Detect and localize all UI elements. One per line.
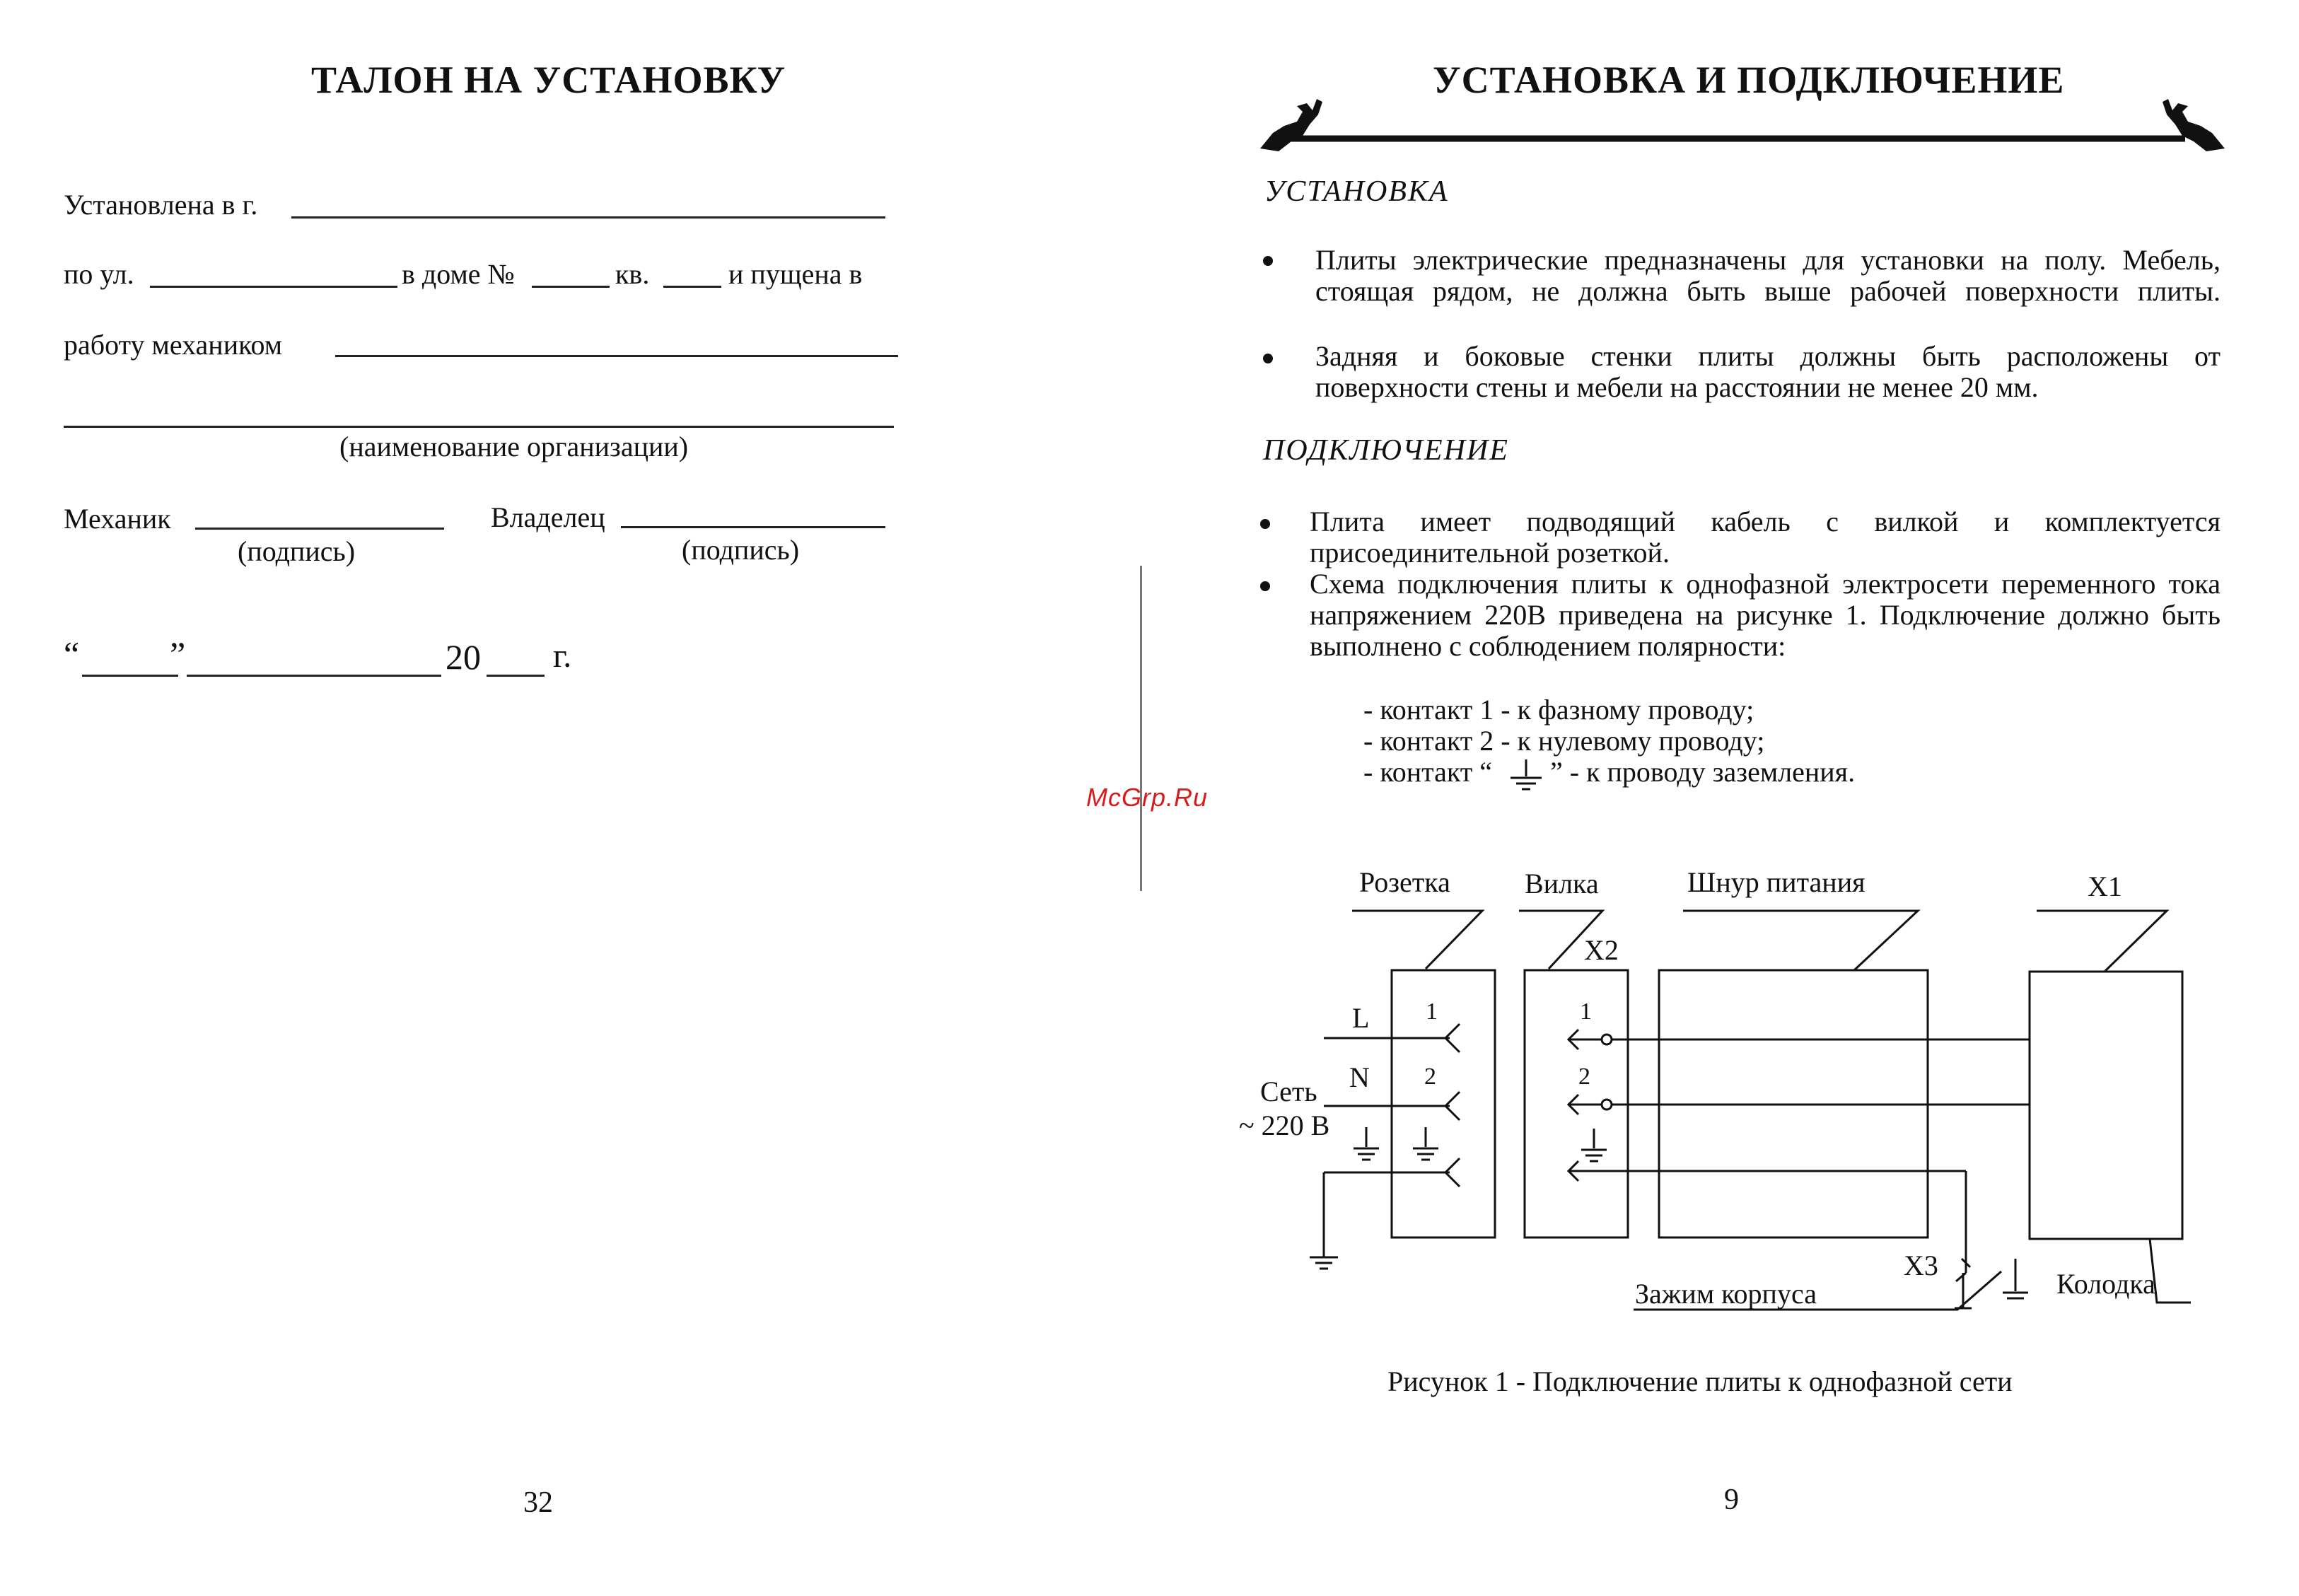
right-page-number: 9 [1724, 1484, 1739, 1516]
mechanic-label: Механик [64, 503, 171, 535]
house-label: в доме № [402, 258, 515, 290]
label-socket: Розетка [1359, 866, 1450, 898]
label-plug-contact-2: 2 [1578, 1064, 1590, 1090]
apartment-field[interactable] [663, 286, 721, 288]
cord-box [1659, 970, 1928, 1237]
socket-box [1392, 970, 1495, 1237]
section-installation-heading: УСТАНОВКА [1264, 175, 1449, 208]
label-clamp: Зажим корпуса [1635, 1278, 1817, 1310]
ground-icon-x3 [1955, 1273, 1972, 1308]
block-leader [2150, 1239, 2191, 1303]
label-L: L [1352, 1002, 1370, 1034]
installation-text-1: Плиты электрические предназначены для установки на полу. Мебель, стоящая рядом, не должна быть выше рабочей поверхности плиты. [1315, 244, 2221, 307]
day-field[interactable] [82, 675, 178, 677]
year-prefix: 20 [446, 637, 481, 677]
bullet-1 [1263, 256, 1273, 266]
mechanic-signature-field[interactable] [195, 528, 444, 530]
contact-2-line: - контакт 2 - к нулевому проводу; [1363, 725, 1765, 757]
bullet-4 [1260, 581, 1270, 591]
label-x1: X1 [2088, 870, 2122, 902]
month-field[interactable] [187, 675, 441, 677]
plug-box [1525, 970, 1628, 1237]
contact-3-line-end: ” - к проводу заземления. [1550, 756, 1856, 788]
signature-caption-1: (подпись) [238, 535, 356, 567]
left-page-number: 32 [523, 1486, 553, 1519]
house-field[interactable] [532, 286, 610, 288]
contact-3-line-start: - контакт “ [1363, 756, 1492, 788]
organization-field[interactable] [64, 426, 894, 428]
label-net: Сеть [1260, 1076, 1317, 1107]
org-caption: (наименование организации) [339, 431, 689, 462]
label-x3: X3 [1904, 1250, 1938, 1281]
mechanic-name-field[interactable] [335, 355, 898, 357]
connection-text-2: Схема подключения плиты к однофазной электросети переменного тока напряжением 220В приведена на рисунке 1. Подключение должно быть выполнено с соблюдением полярности: [1310, 568, 2221, 662]
section-connection-heading: ПОДКЛЮЧЕНИЕ [1263, 434, 1509, 467]
left-page-title: ТАЛОН НА УСТАНОВКУ [311, 59, 786, 101]
owner-signature-field[interactable] [621, 526, 885, 528]
apartment-label: кв. [615, 258, 650, 290]
ground-icon-socket [1413, 1127, 1438, 1160]
x1-box [2030, 972, 2182, 1239]
page-fold-line [1140, 566, 1142, 891]
socket-leader [1352, 911, 1482, 969]
ground-icon-plug [1581, 1129, 1607, 1161]
deer-head-right-icon [2163, 99, 2225, 151]
label-cord: Шнур питания [1687, 866, 1866, 898]
signature-caption-2: (подпись) [682, 534, 800, 566]
label-block: Колодка [2056, 1268, 2155, 1300]
ground-icon-earth [1310, 1249, 1338, 1269]
deer-head-left-icon [1260, 99, 1322, 151]
ground-icon-net [1354, 1127, 1379, 1160]
street-label: по ул. [64, 258, 134, 290]
label-socket-contact-2: 2 [1424, 1064, 1436, 1090]
label-plug-contact-1: 1 [1580, 998, 1592, 1025]
label-plug: Вилка [1525, 868, 1599, 899]
year-field[interactable] [487, 675, 545, 677]
date-open-quote: “ [64, 634, 80, 674]
figure-caption: Рисунок 1 - Подключение плиты к однофазной сети [1387, 1365, 2013, 1397]
ground-icon-block [2003, 1259, 2028, 1298]
owner-label: Владелец [491, 501, 605, 533]
launched-label: и пущена в [728, 258, 863, 290]
installed-in-label: Установлена в г. [64, 189, 258, 221]
street-field[interactable] [150, 286, 397, 288]
label-N: N [1349, 1061, 1370, 1093]
label-socket-contact-1: 1 [1426, 998, 1438, 1025]
bullet-3 [1260, 519, 1270, 529]
right-page-title: УСТАНОВКА И ПОДКЛЮЧЕНИЕ [1433, 59, 2065, 101]
cord-leader [1683, 911, 1918, 970]
installation-text-2: Задняя и боковые стенки плиты должны быть расположены от поверхности стены и мебели на расстоянии не менее 20 мм. [1315, 340, 2221, 403]
label-x2: X2 [1584, 934, 1619, 966]
bullet-2 [1263, 354, 1273, 363]
date-close-quote: ” [170, 634, 186, 674]
work-by-label: работу механиком [64, 329, 283, 361]
connection-text-1: Плита имеет подводящий кабель с вилкой и комплектуется присоединительной розеткой. [1310, 506, 2221, 569]
city-field[interactable] [291, 216, 885, 219]
year-suffix: г. [553, 637, 572, 675]
contact-1-line: - контакт 1 - к фазному проводу; [1363, 694, 1754, 726]
label-voltage: ~ 220 В [1239, 1109, 1330, 1141]
watermark: McGrp.Ru [1086, 783, 1209, 812]
x1-leader [2037, 911, 2167, 972]
